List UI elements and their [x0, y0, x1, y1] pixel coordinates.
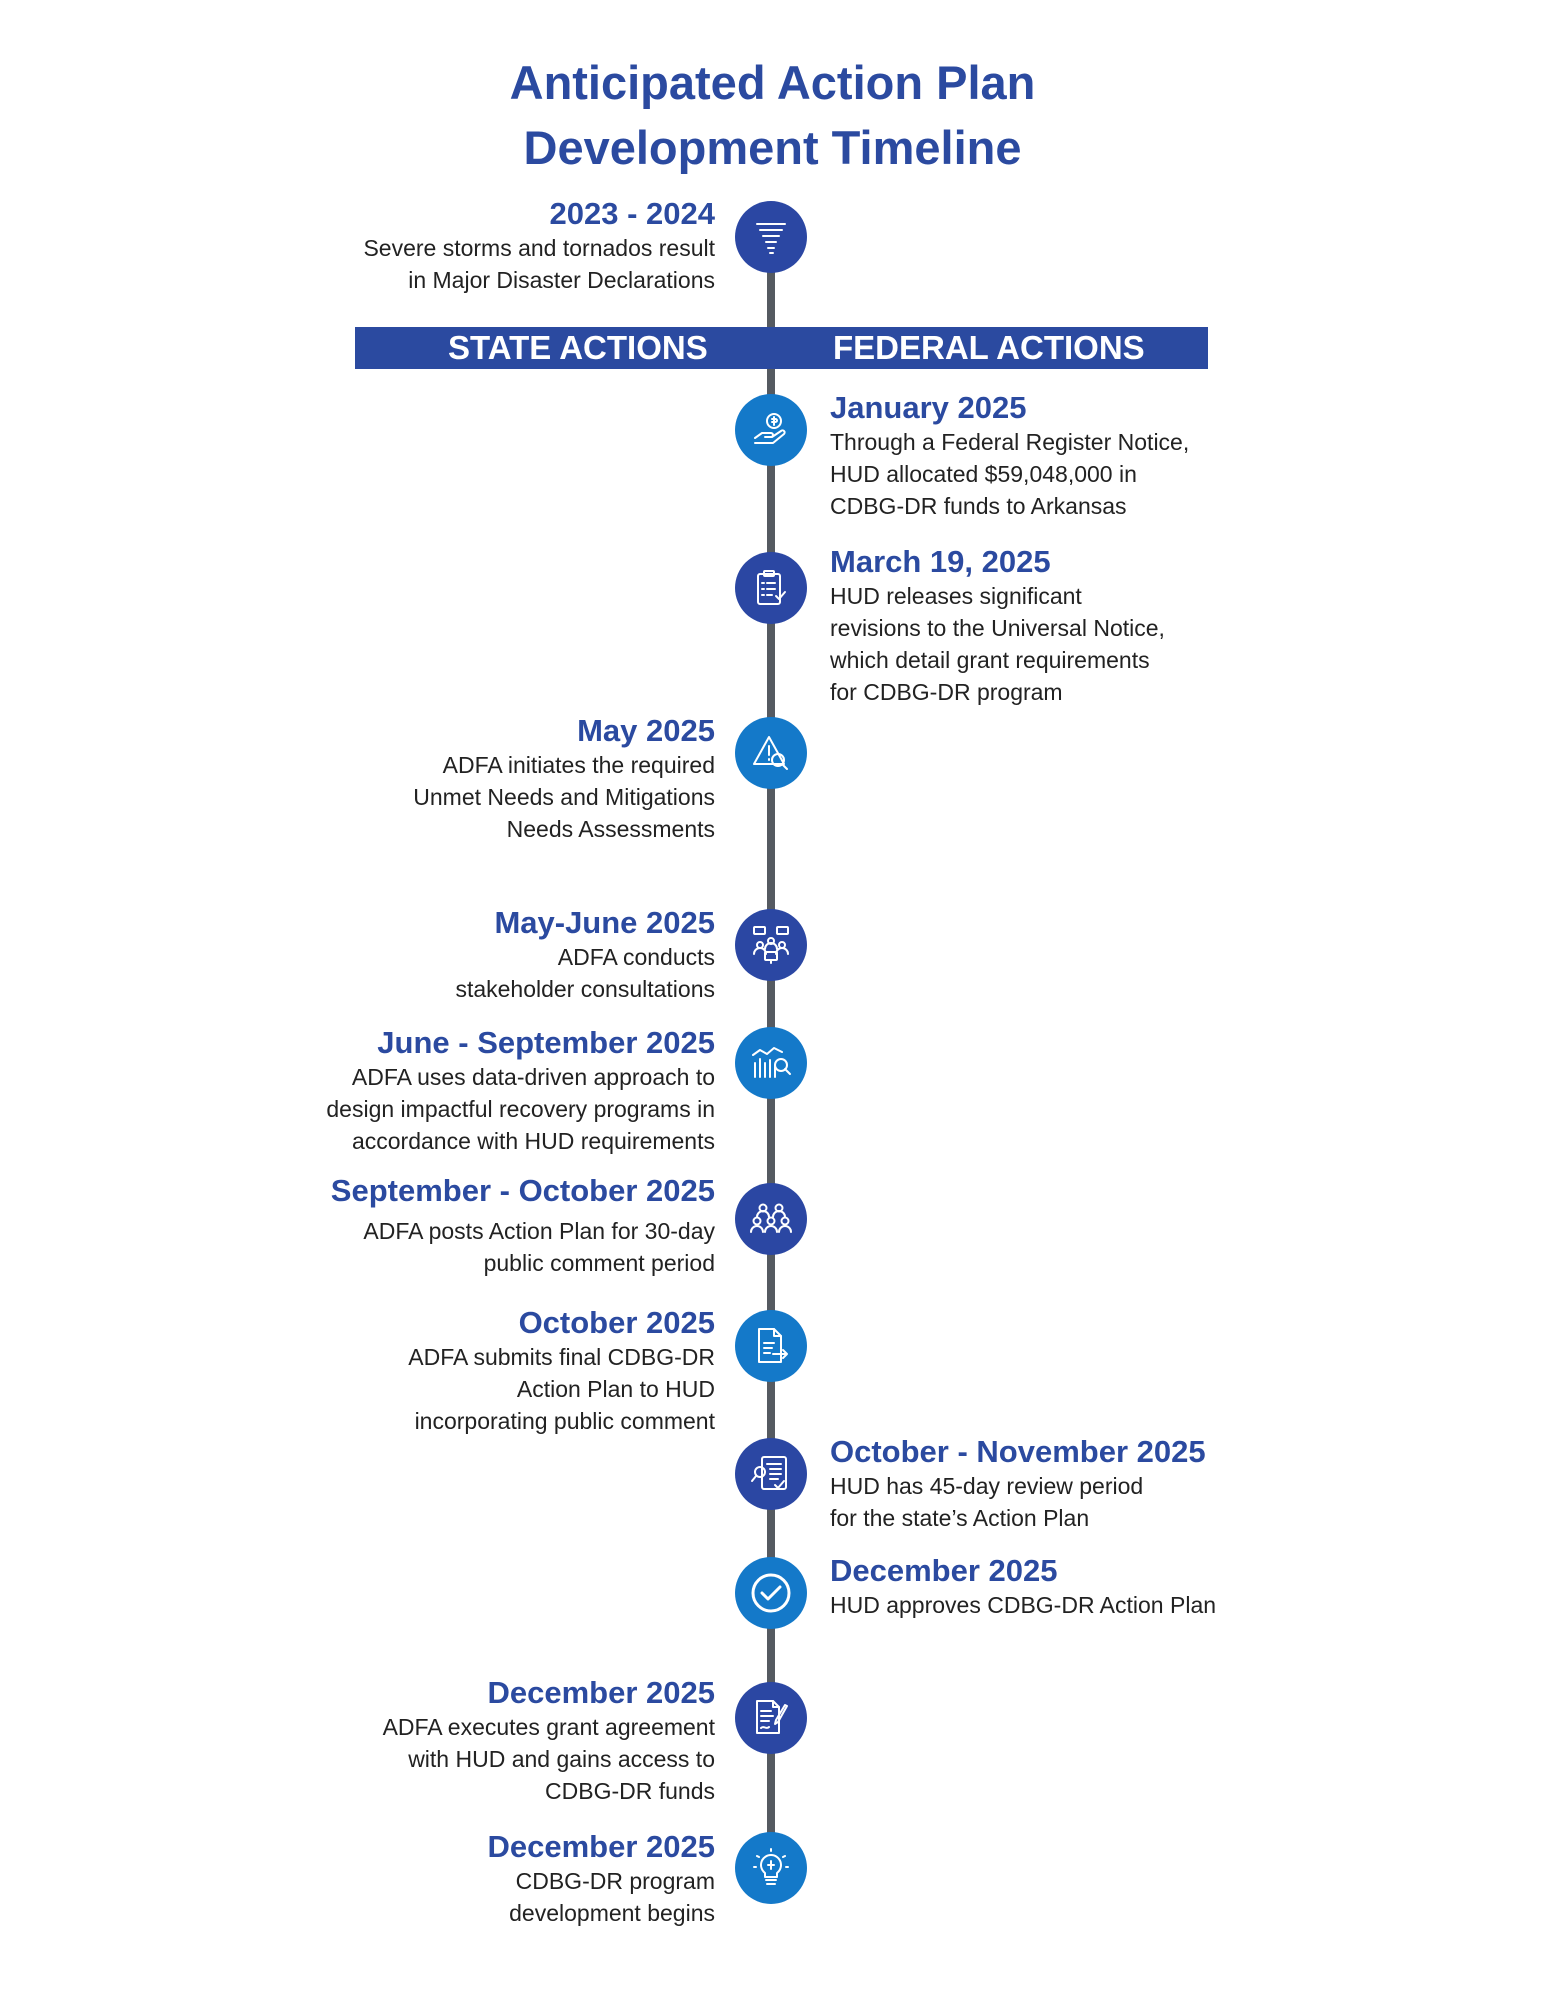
event-desc-line: Action Plan to HUD — [516, 1376, 715, 1402]
event-date: September - October 2025 — [330, 1173, 715, 1208]
event-desc-line: Needs Assessments — [506, 816, 715, 842]
federal-actions-label: FEDERAL ACTIONS — [833, 329, 1145, 366]
event-date: May-June 2025 — [494, 905, 715, 940]
event-desc-line: CDBG-DR funds to Arkansas — [830, 493, 1127, 519]
event-desc-line: development begins — [509, 1900, 715, 1926]
event-desc-line: in Major Disaster Declarations — [408, 267, 715, 293]
event-desc-line: ADFA submits final CDBG-DR — [408, 1344, 715, 1370]
event-desc-line: ADFA conducts — [557, 944, 715, 970]
event-desc-line: public comment period — [483, 1250, 715, 1276]
event-desc-line: ADFA initiates the required — [442, 752, 715, 778]
event-date: January 2025 — [830, 390, 1027, 425]
event-desc-line: design impactful recovery programs in — [326, 1096, 715, 1122]
page-title — [0, 50, 1545, 180]
event-date: October - November 2025 — [830, 1434, 1206, 1469]
risk-assessment-icon — [735, 717, 807, 789]
event-desc-line: HUD allocated $59,048,000 in — [830, 461, 1137, 487]
data-analysis-icon — [735, 1027, 807, 1099]
event-date: June - September 2025 — [377, 1025, 715, 1060]
actions-banner — [355, 327, 1208, 369]
event-desc-line: stakeholder consultations — [455, 976, 715, 1002]
timeline-event-december-2025-grant — [383, 1675, 715, 1807]
event-desc-line: HUD releases significant — [830, 583, 1082, 609]
timeline-event-may-june-2025 — [455, 905, 715, 1005]
event-date: December 2025 — [830, 1553, 1058, 1588]
event-desc-line: with HUD and gains access to — [408, 1746, 715, 1772]
event-desc-line: CDBG-DR program — [515, 1868, 715, 1894]
event-date: 2023 - 2024 — [549, 196, 715, 231]
timeline-event-september-october-2025 — [331, 1173, 715, 1279]
event-desc-line: ADFA uses data-driven approach to — [351, 1064, 715, 1090]
lightbulb-icon — [735, 1832, 807, 1904]
event-desc-line: revisions to the Universal Notice, — [830, 615, 1165, 641]
event-desc-line: Severe storms and tornados result — [363, 235, 715, 261]
event-desc-line: CDBG-DR funds — [545, 1778, 715, 1804]
timeline-event-december-2025-approval — [830, 1553, 1216, 1621]
checklist-icon — [735, 552, 807, 624]
event-desc-line: HUD has 45-day review period — [830, 1473, 1144, 1499]
tornado-icon — [735, 201, 807, 273]
title-line-2: Development Timeline — [523, 121, 1022, 174]
timeline-event-march-19-2025 — [830, 544, 1165, 708]
event-desc-line: incorporating public comment — [414, 1408, 715, 1434]
event-desc-line: which detail grant requirements — [830, 647, 1150, 673]
event-desc-line: HUD approves CDBG-DR Action Plan — [830, 1592, 1217, 1618]
timeline-event-2023-2024 — [363, 196, 715, 296]
event-date: October 2025 — [518, 1305, 715, 1340]
public-group-icon — [735, 1183, 807, 1255]
event-desc-line: Through a Federal Register Notice, — [830, 429, 1190, 455]
event-date: December 2025 — [487, 1675, 715, 1710]
timeline-event-october-november-2025 — [830, 1434, 1206, 1534]
timeline-event-june-september-2025 — [326, 1025, 715, 1157]
event-date: March 19, 2025 — [830, 544, 1051, 579]
consultation-icon — [735, 909, 807, 981]
timeline-event-may-2025 — [413, 713, 715, 845]
event-desc-line: ADFA posts Action Plan for 30-day — [363, 1218, 715, 1244]
checkmark-icon — [735, 1557, 807, 1629]
state-actions-label: STATE ACTIONS — [448, 329, 708, 366]
title-line-1: Anticipated Action Plan — [509, 56, 1036, 109]
timeline-event-december-2025-development — [488, 1829, 716, 1929]
contract-sign-icon — [735, 1682, 807, 1754]
hand-money-icon — [735, 394, 807, 466]
event-desc-line: for the state’s Action Plan — [830, 1505, 1090, 1531]
document-submit-icon — [735, 1310, 807, 1382]
event-desc-line: accordance with HUD requirements — [351, 1128, 715, 1154]
event-desc-line: Unmet Needs and Mitigations — [413, 784, 715, 810]
event-desc-line: for CDBG-DR program — [830, 679, 1063, 705]
event-desc-line: ADFA executes grant agreement — [382, 1714, 715, 1740]
timeline-event-october-2025 — [408, 1305, 715, 1437]
document-review-icon — [735, 1438, 807, 1510]
event-date: December 2025 — [487, 1829, 715, 1864]
event-date: May 2025 — [577, 713, 715, 748]
timeline-event-january-2025 — [830, 390, 1189, 522]
